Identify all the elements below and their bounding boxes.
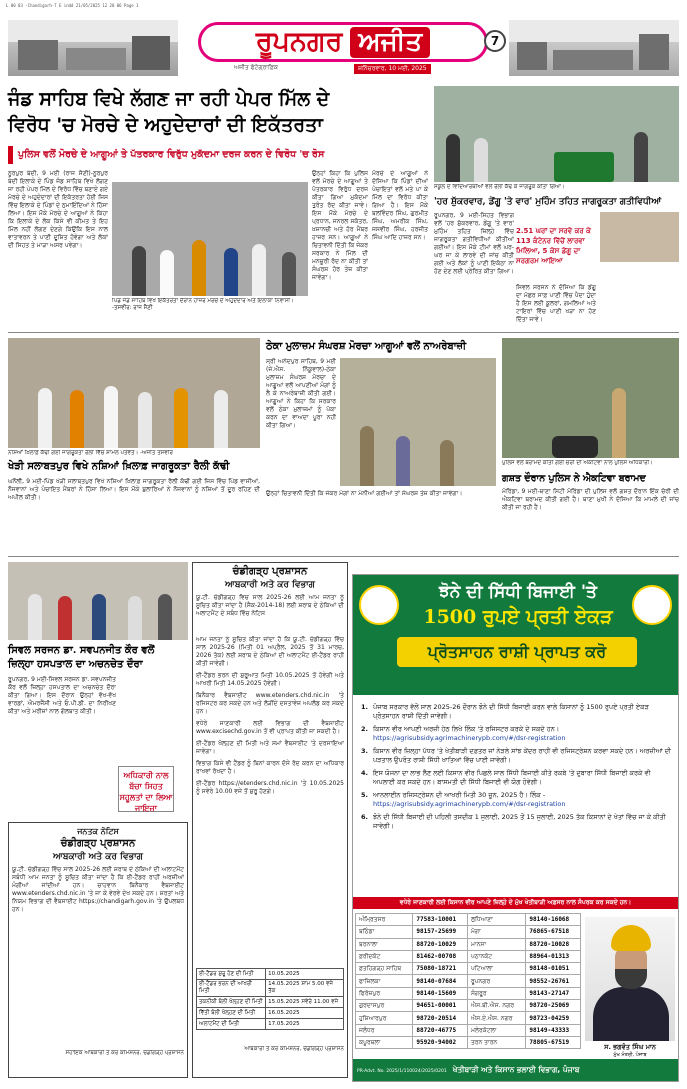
district-phone: 88720-10028 bbox=[526, 938, 581, 950]
district-phone: 98140-07684 bbox=[413, 975, 468, 987]
district-name: ਐਸ.ਬੀ.ਐਸ. ਨਗਰ bbox=[467, 1000, 525, 1012]
masthead-title-block bbox=[184, 20, 502, 76]
rally-body: ਘਨੌਲੀ, 9 ਮਈ-ਪਿੰਡ ਖੇੜੀ ਸਲਾਬਤਪੁਰ ਵਿਖੇ ਨਸ਼ਿਆਂ ਖ਼ਿਲਾਫ਼ ਜਾਗਰੂਕਤਾ ਰੈਲੀ ਕੱਢੀ ਗਈ ਜਿਸ ਵਿੱਚ ਪਿੰਡ ਵਾਸੀਆਂ, ਨੌਜਵਾਨਾਂ ਅਤੇ ਪੰਚਾਇਤ ਮੈਂਬਰਾਂ ਨੇ ਹਿੱਸਾ ਲਿਆ। ਇਸ ਮੌਕੇ ਬੁਲਾਰਿਆਂ ਨੇ ਨੌਜਵਾਨਾਂ ਨੂੰ ਨਸ਼ਿਆਂ ਤੋਂ ਦੂਰ ਰਹਿਣ ਦੀ ਅਪੀਲ ਕੀਤੀ। bbox=[8, 478, 260, 501]
list-item bbox=[361, 747, 673, 765]
table-row bbox=[356, 975, 581, 987]
list-item bbox=[361, 725, 673, 743]
activa-body: ਮੋਰਿੰਡਾ, 9 ਮਈ-ਥਾਣਾ ਸਿਟੀ ਮੋਰਿੰਡਾ ਦੀ ਪੁਲਿਸ ਵਲੋਂ ਗਸ਼ਤ ਦੌਰਾਨ ਇੱਕ ਚੋਰੀ ਦੀ ਐਕਟਿਵਾ ਬਰਾਮਦ ਕੀਤੀ ਗਈ ਹੈ। ਥਾਣਾ ਮੁਖੀ ਨੇ ਦੱਸਿਆ ਕਿ ਮਾਮਲੇ ਦੀ ਜਾਂਚ ਕੀਤੀ ਜਾ ਰਹੀ ਹੈ। bbox=[502, 488, 679, 511]
dengue-callout: 2.51 ਘਰਾਂ ਦਾ ਸਰਵੇ ਕਰ ਕੇ 113 ਕੰਟੇਨਰ ਵਿੱਚੋਂ ਲਾਰਵਾ ਮਿਲਿਆ, 5 ਕੇਸ ਡੇਂਗੂ ਦਾ ਸਰਗਰਮ ਆਇਆ bbox=[516, 227, 591, 265]
table-cell: 14.05.2025 ਸ਼ਾਮ 5.00 ਵਜੇ ਤੱਕ bbox=[266, 980, 344, 997]
activa-photo-caption: ਪੁਲਿਸ ਵਲੋਂ ਬਰਾਮਦ ਕੀਤੀ ਗਈ ਚੋਰੀ ਦੀ ਐਕਟਿਵਾ ਨਾਲ ਪੁਲਿਸ ਅਧਿਕਾਰੀ। bbox=[502, 460, 653, 466]
lead-headline-line2: ਵਿਰੋਧ 'ਚ ਮੋਰਚੇ ਦੇ ਅਹੁਦੇਦਾਰਾਂ ਦੀ ਇਕੱਤਰਤਾ bbox=[8, 114, 323, 136]
district-name: ਰੂਪਨਗਰ bbox=[467, 975, 525, 987]
district-phone: 98552-26761 bbox=[526, 975, 581, 987]
point-text: ਕਿਸਾਨ ਵੀਰ ਜ਼ਿਲ੍ਹਾ ਪੱਧਰ 'ਤੇ ਖੇਤੀਬਾੜੀ ਦਫ਼ਤਰ ਜਾਂ ਨੇੜਲੇ ਸਾਂਝ ਕੇਂਦਰ ਰਾਹੀਂ ਵੀ ਰਜਿਸਟ੍ਰੇਸ਼ਨ ਕਰਵਾ ਸਕਦੇ ਹਨ। ਅਰਜ਼ੀਆਂ ਦੀ ਪੜਤਾਲ ਉਪਰੰਤ ਰਾਸ਼ੀ ਸਿੱਧੀ ਖਾਤਿਆਂ ਵਿੱਚ ਪਾਈ ਜਾਵੇਗੀ। bbox=[373, 747, 671, 764]
section-divider bbox=[8, 556, 679, 557]
district-phone: 95920-94002 bbox=[413, 1036, 468, 1048]
section-divider bbox=[8, 332, 679, 333]
contract-workers-body-2: ਉਨ੍ਹਾਂ ਚਿਤਾਵਨੀ ਦਿੱਤੀ ਕਿ ਜੇਕਰ ਮੰਗਾਂ ਨਾ ਮੰਨੀਆਂ ਗਈਆਂ ਤਾਂ ਸੰਘਰਸ਼ ਤੇਜ਼ ਕੀਤਾ ਜਾਵੇਗਾ। bbox=[266, 490, 463, 497]
hospital-visit-photo bbox=[8, 562, 188, 640]
point-text: ਆਨਲਾਈਨ ਰਜਿਸਟ੍ਰੇਸ਼ਨ ਦੀ ਆਖਰੀ ਮਿਤੀ 30 ਜੂਨ, 2025 ਹੈ। ਲਿੰਕ - bbox=[373, 791, 546, 799]
district-name: ਕਪੂਰਥਲਾ bbox=[356, 1036, 413, 1048]
notice2-schedule-table bbox=[196, 968, 344, 1030]
district-phone: 75080-18721 bbox=[413, 963, 468, 975]
ad-heading-3: ਪ੍ਰੋਤਸਾਹਨ ਰਾਸ਼ੀ ਪ੍ਰਾਪਤ ਕਰੋ bbox=[397, 637, 637, 667]
table-cell: 15.05.2025 ਸਵੇਰੇ 11.00 ਵਜੇ bbox=[266, 997, 344, 1008]
notice2-items bbox=[196, 636, 344, 964]
district-phone: 98140-15609 bbox=[413, 987, 468, 999]
notice2-item: ਵਿਭਾਗ ਕਿਸੇ ਵੀ ਟੈਂਡਰ ਨੂੰ ਬਿਨਾਂ ਕਾਰਨ ਦੱਸੇ ਰੱਦ ਕਰਨ ਦਾ ਅਧਿਕਾਰ ਰਾਖਵਾਂ ਰੱਖਦਾ ਹੈ। bbox=[196, 760, 344, 775]
ad-heading-1: ਝੋਨੇ ਦੀ ਸਿੱਧੀ ਬਿਜਾਈ 'ਤੇ bbox=[439, 582, 597, 602]
district-name: ਤਰਨ ਤਾਰਨ bbox=[467, 1036, 525, 1048]
table-cell: 17.05.2025 bbox=[266, 1019, 344, 1030]
district-name: ਲੁਧਿਆਣਾ bbox=[467, 914, 525, 926]
table-row bbox=[197, 980, 344, 997]
contract-workers-photo bbox=[340, 358, 496, 486]
district-phone: 98157-25699 bbox=[413, 926, 468, 938]
notice2-item: ਵਧੇਰੇ ਜਾਣਕਾਰੀ ਲਈ ਵਿਭਾਗ ਦੀ ਵੈਬਸਾਈਟ www.excisechd.gov.in ਤੋਂ ਵੀ ਪ੍ਰਾਪਤ ਕੀਤੀ ਜਾ ਸਕਦੀ ਹੈ। bbox=[196, 720, 344, 735]
page-number: 7 bbox=[484, 30, 506, 52]
district-phone: 78805-67519 bbox=[526, 1036, 581, 1048]
district-phone: 98720-25069 bbox=[526, 1000, 581, 1012]
table-row bbox=[356, 926, 581, 938]
point-number: 6. bbox=[361, 813, 368, 821]
district-phone: 88720-10029 bbox=[413, 938, 468, 950]
dengue-body-2: ਸਿਵਲ ਸਰਜਨ ਨੇ ਦੱਸਿਆ ਕਿ ਡੇਂਗੂ ਦਾ ਮੱਛਰ ਸਾਫ਼ ਪਾਣੀ ਵਿੱਚ ਪੈਦਾ ਹੁੰਦਾ ਹੈ ਇਸ ਲਈ ਕੂਲਰਾਂ, ਗਮਲਿਆਂ ਅਤੇ ਟਾਇਰਾਂ ਵਿੱਚ ਪਾਣੀ ਖੜਾ ਨਾ ਹੋਣ ਦਿੱਤਾ ਜਾਵੇ। bbox=[516, 284, 596, 323]
district-phone: 88964-01313 bbox=[526, 950, 581, 962]
notice2-item: ਬਿਨੈਕਾਰ ਵੈਬਸਾਈਟ www.etenders.chd.nic.in 'ਤੇ ਰਜਿਸਟਰ ਕਰ ਸਕਦੇ ਹਨ ਅਤੇ ਲੋੜੀਂਦੇ ਦਸਤਾਵੇਜ਼ ਅਪਲੋਡ ਕਰ ਸਕਦੇ ਹਨ। bbox=[196, 692, 344, 715]
district-phone: 98140-16068 bbox=[526, 914, 581, 926]
table-row bbox=[356, 1024, 581, 1036]
district-name: ਬਰਨਾਲਾ bbox=[356, 938, 413, 950]
district-name: ਫ਼ਰੀਦਕੋਟ bbox=[356, 950, 413, 962]
notice2-signoff: ਆਬਕਾਰੀ ਤੇ ਕਰ ਕਮਿਸ਼ਨਰ, ਚੰਡੀਗੜ੍ਹ ਪ੍ਰਸ਼ਾਸਨ bbox=[244, 1046, 344, 1052]
district-phone: 76865-67518 bbox=[526, 926, 581, 938]
masthead-photo-left bbox=[8, 20, 178, 76]
district-name: ਪਟਿਆਲਾ bbox=[467, 963, 525, 975]
notice1-dept: ਆਬਕਾਰੀ ਅਤੇ ਕਰ ਵਿਭਾਗ bbox=[53, 852, 143, 862]
district-name: ਮੋਗਾ bbox=[467, 926, 525, 938]
table-cell: ਈ-ਟੈਂਡਰ ਸ਼ੁਰੂ ਹੋਣ ਦੀ ਮਿਤੀ bbox=[197, 969, 266, 980]
lead-subhead: ਪੁਲਿਸ ਵਲੋਂ ਮੋਰਚੇ ਦੇ ਆਗੂਆਂ ਤੇ ਪੱਤਰਕਾਰ ਵਿਰੁੱਧ ਮੁਕੱਦਮਾ ਦਰਜ ਕਰਨ ਦੇ ਵਿਰੋਧ 'ਚ ਰੋਸ bbox=[8, 146, 430, 164]
table-cell: ਅਲਾਟਮੈਂਟ ਦੀ ਮਿਤੀ bbox=[197, 1019, 266, 1030]
notice2-dept: ਆਬਕਾਰੀ ਅਤੇ ਕਰ ਵਿਭਾਗ bbox=[225, 580, 315, 590]
anti-drug-rally-caption: ਨਸ਼ਿਆਂ ਖ਼ਿਲਾਫ਼ ਕੱਢੀ ਗਈ ਜਾਗਰੂਕਤਾ ਰੈਲੀ ਵਿੱਚ ਸ਼ਾਮਲ ਪਤਵੰਤੇ। -ਅਜੀਤ ਤਸਵੀਰ bbox=[8, 450, 173, 456]
print-registration-strip: L 00 03 -Chandigarh-7 E indd 21/05/2025 12 20 06 Page 1 bbox=[6, 3, 139, 8]
ad-reference: PR-Advt. No. 2025/1/110024/2025/0201 bbox=[357, 1069, 447, 1074]
table-row bbox=[197, 1008, 344, 1019]
table-cell: ਵਿੱਤੀ ਬੋਲੀ ਖੋਲ੍ਹਣ ਦੀ ਮਿਤੀ bbox=[197, 1008, 266, 1019]
ad-heading-2: 1500 ਰੁਪਏ ਪ੍ਰਤੀ ਏਕੜ bbox=[423, 606, 613, 628]
rally-headline: ਖੇੜੀ ਸਲਾਬਤਪੁਰ ਵਿਖੇ ਨਸ਼ਿਆਂ ਖ਼ਿਲਾਫ਼ ਜਾਗਰੂਕਤਾ ਰੈਲੀ ਕੱਢੀ bbox=[8, 461, 230, 472]
district-name: ਮਾਨਸਾ bbox=[467, 938, 525, 950]
ad-header-panel bbox=[353, 575, 678, 695]
district-phone: 81462-00708 bbox=[413, 950, 468, 962]
district-phone: 77583-10001 bbox=[413, 914, 468, 926]
point-text: ਕਿਸਾਨ ਵੀਰ ਆਪਣੀ ਅਰਜ਼ੀ ਹੇਠ ਲਿਖੇ ਲਿੰਕ 'ਤੇ ਰਜਿਸਟਰ ਕਰਕੇ ਦੇ ਸਕਦੇ ਹਨ। bbox=[373, 725, 560, 733]
dengue-rally-photo bbox=[434, 86, 679, 182]
hospital-body: ਰੂਪਨਗਰ, 9 ਮਈ-ਸਿਵਲ ਸਰਜਨ ਡਾ. ਸਵਪਨਜੀਤ ਕੌਰ ਵਲੋਂ ਜ਼ਿਲ੍ਹਾ ਹਸਪਤਾਲ ਦਾ ਅਚਨਚੇਤ ਦੌਰਾ ਕੀਤਾ ਗਿਆ। ਇਸ ਦੌਰਾਨ ਉਨ੍ਹਾਂ ਵੱਖ-ਵੱਖ ਵਾਰਡਾਂ, ਐਮਰਜੈਂਸੀ ਅਤੇ ਓ.ਪੀ.ਡੀ. ਦਾ ਨਿਰੀਖਣ ਕੀਤਾ ਅਤੇ ਮਰੀਜ਼ਾਂ ਨਾਲ ਗੱਲਬਾਤ ਕੀਤੀ। bbox=[8, 676, 116, 715]
district-contacts-table bbox=[355, 913, 581, 1049]
table-row bbox=[356, 914, 581, 926]
point-text: ਝੋਨੇ ਦੀ ਸਿੱਧੀ ਬਿਜਾਈ ਦੀ ਪਹਿਲੀ ਤਸਦੀਕ 1 ਜੁਲਾਈ, 2025 ਤੋਂ 15 ਜੁਲਾਈ, 2025 ਤੱਕ ਕਿਸਾਨਾਂ ਦੇ ਖੇਤਾਂ ਵਿੱਚ ਜਾ ਕੇ ਕੀਤੀ ਜਾਵੇਗੀ। bbox=[373, 813, 666, 830]
lead-body-col3: ਮੋਰਚੇ ਦੇ ਆਗੂਆਂ ਨੇ ਦੱਸਿਆ ਕਿ ਪਿੰਡਾਂ ਦੀਆਂ ਪੰਚਾਇਤਾਂ ਵਲੋਂ ਮਤੇ ਪਾ ਕੇ ਮਿੱਲ ਦਾ ਵਿਰੋਧ ਕੀਤਾ ਗਿਆ ਹੈ। ਇਸ ਮੌਕੇ ਬਲਵਿੰਦਰ ਸਿੰਘ, ਗੁਰਮੀਤ ਸਿੰਘ, ਅਮਰੀਕ ਸਿੰਘ, ਜਸਵੀਰ ਸਿੰਘ, ਹਰਜੀਤ ਸਿੰਘ ਆਦਿ ਹਾਜ਼ਰ ਸਨ। bbox=[372, 170, 428, 241]
list-item bbox=[361, 703, 673, 721]
table-row bbox=[197, 1019, 344, 1030]
notice2-item: ਈ-ਟੈਂਡਰ ਭਰਨ ਦੀ ਸ਼ੁਰੂਆਤ ਮਿਤੀ 10.05.2025 ਤੋਂ ਹੋਵੇਗੀ ਅਤੇ ਆਖਰੀ ਮਿਤੀ 14.05.2025 ਹੋਵੇਗੀ। bbox=[196, 672, 344, 687]
notice1-signoff: ਸਹਾਇਕ ਆਬਕਾਰੀ ਤੇ ਕਰ ਕਮਿਸ਼ਨਰ, ਚੰਡੀਗੜ੍ਹ ਪ੍ਰਸ਼ਾਸਨ bbox=[65, 1050, 184, 1056]
lead-body-col1: ਨੂਰਪੁਰ ਬੇਦੀ, 9 ਮਈ (ਰਾਜ ਸੈਣੀ)-ਨੂਰਪੁਰ ਬੇਦੀ ਇਲਾਕੇ ਦੇ ਪਿੰਡ ਜੰਡ ਸਾਹਿਬ ਵਿਖੇ ਲੱਗਣ ਜਾ ਰਹੀ ਪੇਪਰ ਮਿੱਲ ਦੇ ਵਿਰੋਧ ਵਿੱਚ ਬਣਾਏ ਗਏ ਮੋਰਚੇ ਦੇ ਅਹੁਦੇਦਾਰਾਂ ਦੀ ਇਕੱਤਰਤਾ ਹੋਈ ਜਿਸ ਵਿੱਚ ਇਲਾਕੇ ਦੇ ਪਿੰਡਾਂ ਦੇ ਨੁਮਾਇੰਦਿਆਂ ਨੇ ਹਿੱਸਾ ਲਿਆ। ਇਸ ਮੌਕੇ ਮੋਰਚੇ ਦੇ ਆਗੂਆਂ ਨੇ ਕਿਹਾ ਕਿ ਇਲਾਕੇ ਦੇ ਲੋਕ ਕਿਸੇ ਵੀ ਕੀਮਤ ਤੇ ਇਹ ਮਿੱਲ ਨਹੀਂ ਲੱਗਣ ਦੇਣਗੇ ਕਿਉਂਕਿ ਇਸ ਨਾਲ ਵਾਤਾਵਰਨ ਤੇ ਪਾਣੀ ਦੂਸ਼ਿਤ ਹੋਵੇਗਾ ਅਤੇ ਲੋਕਾਂ ਦੀ ਸਿਹਤ ਤੇ ਮਾੜਾ ਅਸਰ ਪਵੇਗਾ। bbox=[8, 170, 108, 249]
district-name: ਮਲੇਰਕੋਟਲਾ bbox=[467, 1024, 525, 1036]
ad-footer bbox=[353, 1059, 678, 1081]
district-name: ਸੰਗਰੂਰ bbox=[467, 987, 525, 999]
masthead-subline: ਅਜੀਤ ਫੋਟੋਗ੍ਰਾਫ਼ਿਕ bbox=[234, 64, 278, 71]
district-phone: 94651-00001 bbox=[413, 1000, 468, 1012]
notice2-item: ਈ-ਟੈਂਡਰ ਖੋਲ੍ਹਣ ਦੀ ਮਿਤੀ ਅਤੇ ਸਮਾਂ ਵੈਬਸਾਈਟ 'ਤੇ ਦਰਸਾਇਆ ਜਾਵੇਗਾ। bbox=[196, 740, 344, 755]
district-name: ਐਸ.ਏ.ਐਸ. ਨਗਰ bbox=[467, 1012, 525, 1024]
activa-headline: ਗਸ਼ਤ ਦੌਰਾਨ ਪੁਲਿਸ ਨੇ ਐਕਟਿਵਾ ਬਰਾਮਦ bbox=[502, 473, 646, 484]
district-name: ਬਠਿੰਡਾ bbox=[356, 926, 413, 938]
dengue-inset-photo bbox=[600, 212, 679, 262]
table-row bbox=[356, 1000, 581, 1012]
table-row bbox=[356, 938, 581, 950]
registration-link[interactable]: https://agrisubsidy.agrimachinerypb.com/#/dsr-registration bbox=[373, 734, 566, 742]
chief-minister-portrait bbox=[585, 917, 675, 1041]
list-item bbox=[361, 791, 673, 809]
table-cell: ਈ-ਟੈਂਡਰ ਭਰਨ ਦੀ ਆਖਰੀ ਮਿਤੀ bbox=[197, 980, 266, 997]
point-number: 3. bbox=[361, 747, 368, 755]
notice2-intro: ਯੂ.ਟੀ. ਚੰਡੀਗੜ੍ਹ ਵਿਚ ਸਾਲ 2025-26 ਲਈ ਆਮ ਜਨਤਾ ਨੂੰ ਸੂਚਿਤ ਕੀਤਾ ਜਾਂਦਾ ਹੈ (ਸੈਕ-2014-18) ਲਈ ਸ਼ਰਾਬ ਦੇ ਠੇਕਿਆਂ ਦੀ ਅਲਾਟਮੈਂਟ ਦੇ ਸਬੰਧ ਵਿੱਚ ਨੋਟਿਸ bbox=[196, 594, 344, 617]
notice2-item: ਆਮ ਜਨਤਾ ਨੂੰ ਸੂਚਿਤ ਕੀਤਾ ਜਾਂਦਾ ਹੈ ਕਿ ਯੂ.ਟੀ. ਚੰਡੀਗੜ੍ਹ ਵਿੱਚ ਸਾਲ 2025-26 (ਮਿਤੀ 01 ਅਪ੍ਰੈਲ, 2025 ਤੋਂ 31 ਮਾਰਚ, 2026 ਤੱਕ) ਲਈ ਸ਼ਰਾਬ ਦੇ ਠੇਕਿਆਂ ਦੀ ਅਲਾਟਮੈਂਟ ਈ-ਟੈਂਡਰ ਰਾਹੀਂ ਕੀਤੀ ਜਾਵੇਗੀ। bbox=[196, 636, 344, 667]
table-cell: 10.05.2025 bbox=[266, 969, 344, 980]
anti-drug-rally-photo bbox=[8, 338, 260, 448]
lead-headline bbox=[8, 86, 430, 138]
masthead bbox=[8, 14, 679, 80]
district-phone: 98148-01051 bbox=[526, 963, 581, 975]
list-item bbox=[361, 769, 673, 787]
hospital-highlight-box: ਅਧਿਕਾਰੀ ਨਾਲ ਬੱਚਾ ਸਿਹਤ ਸਹੂਲਤਾਂ ਦਾ ਲਿਆ ਜਾਇਜ਼ਾ bbox=[118, 766, 174, 812]
table-row bbox=[356, 950, 581, 962]
district-name: ਹੁਸ਼ਿਆਰਪੁਰ bbox=[356, 1012, 413, 1024]
notice1-label: ਜਨਤਕ ਨੋਟਿਸ bbox=[77, 826, 119, 836]
list-item bbox=[361, 813, 673, 831]
table-row bbox=[356, 1012, 581, 1024]
table-row bbox=[356, 963, 581, 975]
ad-dept-name: ਖੇਤੀਬਾੜੀ ਅਤੇ ਕਿਸਾਨ ਭਲਾਈ ਵਿਭਾਗ, ਪੰਜਾਬ bbox=[452, 1065, 580, 1074]
notice2-item: ਈ-ਟੈਂਡਰ https://etenders.chd.nic.in 'ਤੇ 10.05.2025 ਨੂੰ ਸਵੇਰੇ 10.00 ਵਜੇ ਤੋਂ ਸ਼ੁਰੂ ਹੋਣਗੇ। bbox=[196, 780, 344, 795]
masthead-title bbox=[198, 22, 488, 62]
table-cell: ਤਕਨੀਕੀ ਬੋਲੀ ਖੋਲ੍ਹਣ ਦੀ ਮਿਤੀ bbox=[197, 997, 266, 1008]
district-name: ਫਾਜ਼ਿਲਕਾ bbox=[356, 975, 413, 987]
lead-photo bbox=[112, 182, 308, 296]
dengue-body: ਰੂਪਨਗਰ, 9 ਮਈ-ਸਿਹਤ ਵਿਭਾਗ ਵਲੋਂ 'ਹਰ ਸ਼ੁੱਕਰਵਾਰ, ਡੇਂਗੂ 'ਤੇ ਵਾਰ' ਮੁਹਿੰਮ ਤਹਿਤ ਜ਼ਿਲ੍ਹੇ ਵਿੱਚ ਜਾਗਰੂਕਤਾ ਗਤੀਵਿਧੀਆਂ ਕੀਤੀਆਂ ਗਈਆਂ। ਇਸ ਮੌਕੇ ਟੀਮਾਂ ਵਲੋਂ ਘਰ-ਘਰ ਜਾ ਕੇ ਲਾਰਵੇ ਦੀ ਜਾਂਚ ਕੀਤੀ ਗਈ ਅਤੇ ਲੋਕਾਂ ਨੂੰ ਪਾਣੀ ਇਕੱਠਾ ਨਾ ਹੋਣ ਦੇਣ ਲਈ ਪ੍ਰੇਰਿਤ ਕੀਤਾ ਗਿਆ। bbox=[434, 212, 514, 275]
lead-headline-line1: ਜੰਡ ਸਾਹਿਬ ਵਿਖੇ ਲੱਗਣ ਜਾ ਰਹੀ ਪੇਪਰ ਮਿੱਲ ਦੇ bbox=[8, 88, 330, 110]
table-row bbox=[356, 1036, 581, 1048]
hospital-headline-line2: ਜ਼ਿਲ੍ਹਾ ਹਸਪਤਾਲ ਦਾ ਅਚਨਚੇਤ ਦੌਰਾ bbox=[8, 659, 143, 670]
district-phone: 98723-04259 bbox=[526, 1012, 581, 1024]
agriculture-dept-logo-icon bbox=[632, 585, 672, 625]
district-name: ਪਠਾਨਕੋਟ bbox=[467, 950, 525, 962]
masthead-photo-right bbox=[509, 20, 679, 76]
notice1-org: ਚੰਡੀਗੜ੍ਹ ਪ੍ਰਸ਼ਾਸਨ bbox=[60, 838, 136, 849]
dsr-subsidy-advertisement bbox=[352, 574, 679, 1082]
district-name: ਜਲੰਧਰ bbox=[356, 1024, 413, 1036]
notice2-org: ਚੰਡੀਗੜ੍ਹ ਪ੍ਰਸ਼ਾਸਨ bbox=[232, 566, 308, 577]
ad-signature bbox=[585, 1043, 675, 1058]
district-name: ਫ਼ਤਹਿਗੜ੍ਹ ਸਾਹਿਬ bbox=[356, 963, 413, 975]
hospital-headline bbox=[8, 644, 188, 672]
dengue-headline: 'ਹਰ ਸ਼ੁੱਕਰਵਾਰ, ਡੇਂਗੂ 'ਤੇ ਵਾਰ' ਮੁਹਿੰਮ ਤਹਿਤ ਜਾਗਰੂਕਤਾ ਗਤੀਵਿਧੀਆਂ bbox=[434, 197, 662, 207]
district-name: ਗੁਰਦਾਸਪੁਰ bbox=[356, 1000, 413, 1012]
ad-contact-strip: ਵਧੇਰੇ ਜਾਣਕਾਰੀ ਲਈ ਕਿਸਾਨ ਵੀਰ ਆਪਣੇ ਜ਼ਿਲ੍ਹੇ ਦੇ ਮੁੱਖ ਖੇਤੀਬਾੜੀ ਅਫ਼ਸਰ ਨਾਲ ਸੰਪਰਕ ਕਰ ਸਕਦੇ ਹਨ। bbox=[353, 897, 678, 909]
district-phone: 98149-43333 bbox=[526, 1024, 581, 1036]
point-text: ਪੰਜਾਬ ਸਰਕਾਰ ਵੱਲੋਂ ਸਾਲ 2025-26 ਦੌਰਾਨ ਝੋਨੇ ਦੀ ਸਿੱਧੀ ਬਿਜਾਈ ਕਰਨ ਵਾਲੇ ਕਿਸਾਨਾਂ ਨੂੰ 1500 ਰੁਪਏ ਪ੍ਰਤੀ ਏਕੜ ਪ੍ਰੋਤਸਾਹਨ ਰਾਸ਼ੀ ਦਿੱਤੀ ਜਾਵੇਗੀ। bbox=[373, 703, 649, 720]
lead-body-col2: ਉਨ੍ਹਾਂ ਕਿਹਾ ਕਿ ਪੁਲਿਸ ਵਲੋਂ ਮੋਰਚੇ ਦੇ ਆਗੂਆਂ ਤੇ ਪੱਤਰਕਾਰ ਵਿਰੁੱਧ ਦਰਜ ਕੀਤਾ ਗਿਆ ਮੁਕੱਦਮਾ ਤੁਰੰਤ ਰੱਦ ਕੀਤਾ ਜਾਵੇ। ਇਸ ਮੌਕੇ ਮੋਰਚੇ ਦੇ ਪ੍ਰਧਾਨ, ਜਨਰਲ ਸਕੱਤਰ, ਖ਼ਜ਼ਾਨਚੀ ਅਤੇ ਹੋਰ ਮੈਂਬਰ ਹਾਜ਼ਰ ਸਨ। ਆਗੂਆਂ ਨੇ ਚਿਤਾਵਨੀ ਦਿੱਤੀ ਕਿ ਜੇਕਰ ਸਰਕਾਰ ਨੇ ਮਿੱਲ ਦੀ ਮਨਜ਼ੂਰੀ ਰੱਦ ਨਾ ਕੀਤੀ ਤਾਂ ਸੰਘਰਸ਼ ਹੋਰ ਤੇਜ਼ ਕੀਤਾ ਜਾਵੇਗਾ। bbox=[312, 170, 368, 281]
district-phone: 98143-27147 bbox=[526, 987, 581, 999]
signature-name: ਸ. ਭਗਵੰਤ ਸਿੰਘ ਮਾਨ bbox=[604, 1043, 656, 1051]
signature-role: ਮੁੱਖ ਮੰਤਰੀ, ਪੰਜਾਬ bbox=[613, 1052, 647, 1058]
punjab-govt-emblem-icon bbox=[359, 585, 399, 625]
point-number: 2. bbox=[361, 725, 368, 733]
dengue-photo-caption: ਸਕੂਲ ਦੇ ਵਿਦਿਆਰਥੀਆਂ ਵਲੋਂ ਰੈਲੀ ਕੱਢ ਕੇ ਜਾਗਰੂਕ ਕੀਤਾ ਗਿਆ। bbox=[434, 184, 565, 190]
masthead-title-paper: ਅਜੀਤ bbox=[350, 27, 430, 58]
hospital-headline-line1: ਸਿਵਲ ਸਰਜਨ ਡਾ. ਸਵਪਨਜੀਤ ਕੌਰ ਵਲੋਂ bbox=[8, 645, 155, 656]
point-number: 1. bbox=[361, 703, 368, 711]
masthead-date: ਸ਼ਨਿੱਚਰਵਾਰ, 10 ਮਈ, 2025 bbox=[354, 64, 431, 74]
district-name: ਫਿਰੋਜ਼ਪੁਰ bbox=[356, 987, 413, 999]
table-cell: 16.05.2025 bbox=[266, 1008, 344, 1019]
point-number: 5. bbox=[361, 791, 368, 799]
district-phone: 98720-20514 bbox=[413, 1012, 468, 1024]
notice1-body: ਯੂ.ਟੀ. ਚੰਡੀਗੜ੍ਹ ਵਿੱਚ ਸਾਲ 2025-26 ਲਈ ਸ਼ਰਾਬ ਦੇ ਠੇਕਿਆਂ ਦੀ ਅਲਾਟਮੈਂਟ ਸਬੰਧੀ ਆਮ ਜਨਤਾ ਨੂੰ ਸੂਚਿਤ ਕੀਤਾ ਜਾਂਦਾ ਹੈ ਕਿ ਈ-ਟੈਂਡਰ ਰਾਹੀਂ ਅਰਜ਼ੀਆਂ ਮੰਗੀਆਂ ਜਾਂਦੀਆਂ ਹਨ। ਚਾਹਵਾਨ ਬਿਨੈਕਾਰ ਵੈਬਸਾਈਟ www.etenders.chd.nic.in 'ਤੇ ਜਾ ਕੇ ਵੇਰਵੇ ਦੇਖ ਸਕਦੇ ਹਨ। ਸ਼ਰਤਾਂ ਅਤੇ ਨਿਯਮ ਵਿਭਾਗ ਦੀ ਵੈਬਸਾਈਟ https://chandigarh.gov.in 'ਤੇ ਉਪਲਬਧ ਹਨ। bbox=[12, 866, 184, 913]
masthead-title-city: ਰੂਪਨਗਰ bbox=[255, 26, 343, 57]
district-name: ਅੰਮ੍ਰਿਤਸਰ bbox=[356, 914, 413, 926]
ad-points-list bbox=[361, 703, 673, 835]
contract-workers-headline: ਠੇਕਾ ਮੁਲਾਜ਼ਮ ਸੰਘਰਸ਼ ਮੋਰਚਾ ਆਗੂਆਂ ਵਲੋਂ ਨਾਅਰੇਬਾਜ਼ੀ bbox=[266, 341, 467, 352]
registration-link[interactable]: https://agrisubsidy.agrimachinerypb.com/#/dsr-registration bbox=[373, 800, 566, 808]
district-phone: 88720-46775 bbox=[413, 1024, 468, 1036]
point-text: ਇਸ ਯੋਜਨਾ ਦਾ ਲਾਭ ਲੈਣ ਲਈ ਕਿਸਾਨ ਵੀਰ ਪਿਛਲੇ ਸਾਲ ਸਿੱਧੀ ਬਿਜਾਈ ਕੀਤੇ ਰਕਬੇ 'ਤੇ ਦੁਬਾਰਾ ਸਿੱਧੀ ਬਿਜਾਈ ਕਰਕੇ ਵੀ ਅਪਲਾਈ ਕਰ ਸਕਦੇ ਹਨ। ਬਾਸਮਤੀ ਦੀ ਸਿੱਧੀ ਬਿਜਾਈ ਵੀ ਯੋਗ ਹੋਵੇਗੀ। bbox=[373, 769, 651, 786]
activa-recovery-photo bbox=[502, 338, 679, 458]
contract-workers-body: ਸ੍ਰੀ ਅਨੰਦਪੁਰ ਸਾਹਿਬ, 9 ਮਈ (ਜੇ.ਐਸ. ਨਿੱਕੂਵਾਲ)-ਠੇਕਾ ਮੁਲਾਜ਼ਮ ਸੰਘਰਸ਼ ਮੋਰਚਾ ਦੇ ਆਗੂਆਂ ਵਲੋਂ ਆਪਣੀਆਂ ਮੰਗਾਂ ਨੂੰ ਲੈ ਕੇ ਨਾਅਰੇਬਾਜ਼ੀ ਕੀਤੀ ਗਈ। ਆਗੂਆਂ ਨੇ ਕਿਹਾ ਕਿ ਸਰਕਾਰ ਵਲੋਂ ਠੇਕਾ ਮੁਲਾਜ਼ਮਾਂ ਨੂੰ ਪੱਕਾ ਕਰਨ ਦਾ ਵਾਅਦਾ ਪੂਰਾ ਨਹੀਂ ਕੀਤਾ ਗਿਆ। bbox=[266, 358, 336, 429]
table-row bbox=[356, 987, 581, 999]
lead-photo-caption: ਪਿੰਡ ਜੰਡ ਸਾਹਿਬ ਵਿਖੇ ਇਕੱਤਰਤਾ ਦੌਰਾਨ ਹਾਜ਼ਰ ਮੋਰਚੇ ਦੇ ਅਹੁਦੇਦਾਰ ਅਤੇ ਇਲਾਕਾ ਨਿਵਾਸੀ। -ਤਸਵੀਰ: ਰਾਜ ਸੈਣੀ bbox=[112, 298, 294, 311]
point-number: 4. bbox=[361, 769, 368, 777]
table-row bbox=[197, 997, 344, 1008]
table-row bbox=[197, 969, 344, 980]
